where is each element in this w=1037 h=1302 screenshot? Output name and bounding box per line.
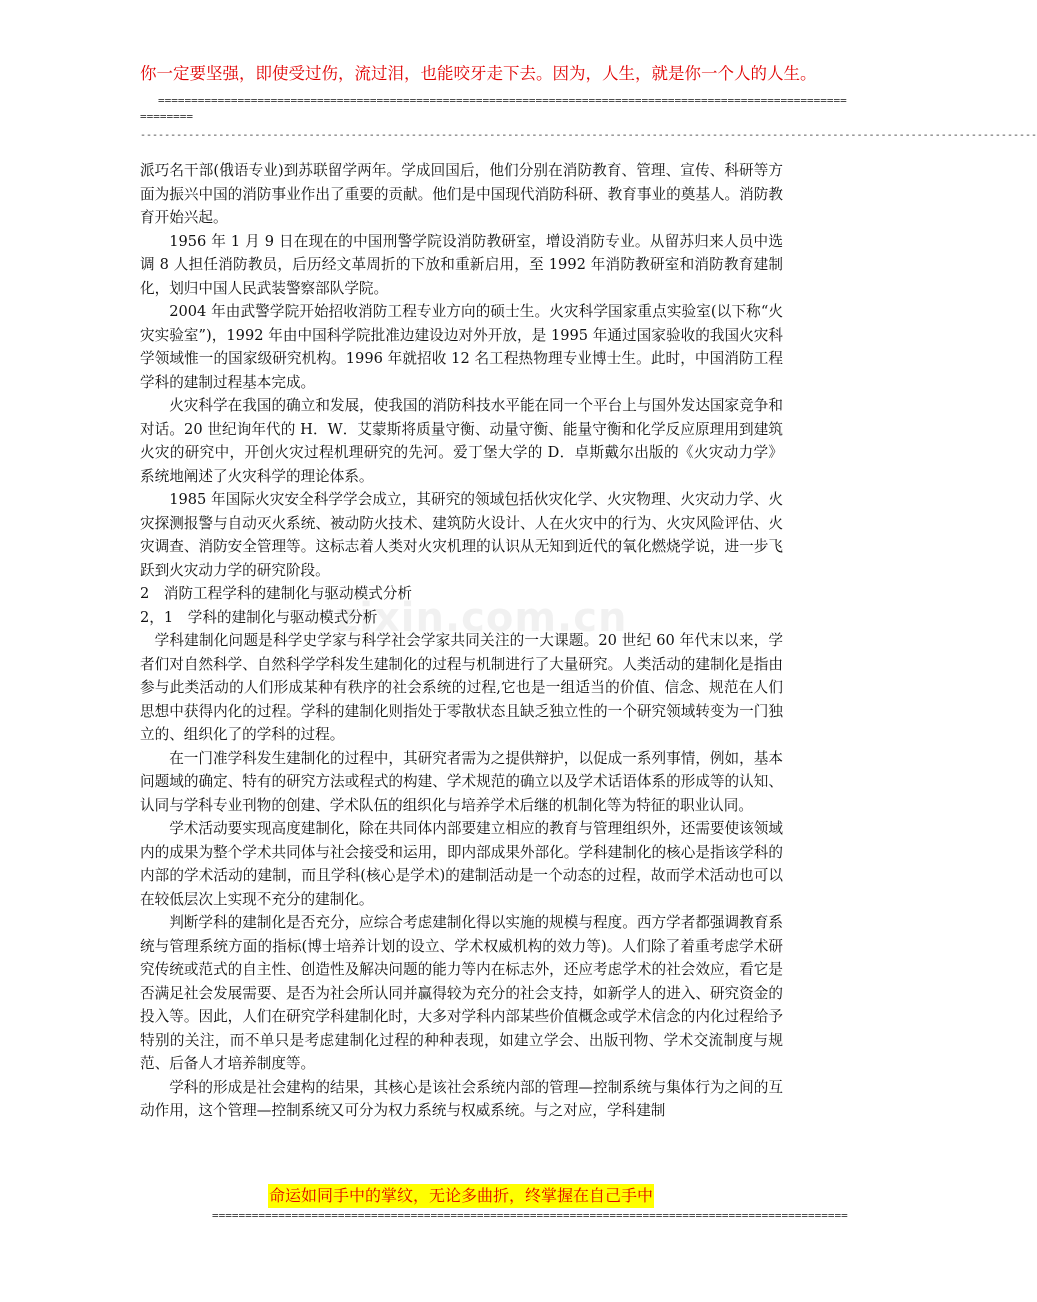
subsection-heading: 2，1 学科的建制化与驱动模式分析 <box>140 608 378 626</box>
section-heading: 2 消防工程学科的建制化与驱动模式分析 <box>140 585 412 602</box>
paragraph: 火灾科学在我国的确立和发展，使我国的消防科技水平能在同一个平台上与国外发达国家竞争和对话。20 世纪询年代的 H．W．艾蒙斯将质量守衡、动量守衡、能量守衡和化学反应原理用到建筑火灾的研究中，开创火灾过程机理研究的先河。爱丁堡大学的 D．卓斯戴尔出版的《火灾动力学》系统地阐述了火灾科学的理论体系。 <box>140 397 783 485</box>
header-rule-dashes: ----------------------------------------------------------------------------------------------------------------------------------------------------- <box>140 130 1037 141</box>
header-rule-equals-wrap: ======== <box>140 110 193 123</box>
paragraph: 1956 年 1 月 9 日在现在的中国刑警学院设消防教研室，增设消防专业。从留苏归来人员中选调 8 人担任消防教员，后历经文革周折的下放和重新启用，至 1992 年消防教研室和消防教育建制化，划归中国人民武装警察部队学院。 <box>140 232 783 297</box>
paragraph: 学科的形成是社会建构的结果，其核心是该社会系统内部的管理—控制系统与集体行为之间的互动作用，这个管理—控制系统又可分为权力系统与权威系统。与之对应，学科建制 <box>140 1078 783 1119</box>
paragraph: 在一门准学科发生建制化的过程中，其研究者需为之提供辩护，以促成一系列事情，例如，基本问题域的确定、特有的研究方法或程式的构建、学术规范的确立以及学术话语体系的形成等的认知、认同与学科专业刊物的创建、学术队伍的组织化与培养学术后继的机制化等为特征的职业认同。 <box>140 749 783 814</box>
paragraph: 学科建制化问题是科学史学家与科学社会学家共同关注的一大课题。20 世纪 60 年代末以来，学者们对自然科学、自然科学学科发生建制化的过程与机制进行了大量研究。人类活动的建制化是指由参与此类活动的人们形成某种有秩序的社会系统的过程,它也是一组适当的价值、信念、规范在人们思想中获得内化的过程。学科的建制化则指处于零散状态且缺乏独立性的一个研究领域转变为一门独立的、组织化了的学科的过程。 <box>140 632 783 743</box>
footer-rule-equals: ================================================================================================ <box>212 1209 848 1222</box>
paragraph: 学术活动要实现高度建制化，除在共同体内部要建立相应的教育与管理组织外，还需要使该领域内的成果为整个学术共同体与社会接受和运用，即内部成果外部化。学科建制化的核心是指该学科的内部的学术活动的建制，而且学科(核心是学术)的建制活动是一个动态的过程，故而学术活动也可以在较低层次上实现不充分的建制化。 <box>140 820 783 908</box>
paragraph: 派巧名干部(俄语专业)到苏联留学两年。学成回国后，他们分别在消防教育、管理、宣传、科研等方面为振兴中国的消防事业作出了重要的贡献。他们是中国现代消防科研、教育事业的奠基人。消防教育开始兴起。 <box>140 162 783 226</box>
paragraph: 2004 年由武警学院开始招收消防工程专业方向的硕士生。火灾科学国家重点实验室(以下称“火灾实验室”)，1992 年由中国科学院批准边建设边对外开放，是 1995 年通过国家验收的我国火灾科学领域惟一的国家级研究机构。1996 年就招收 12 名工程热物理专业博士生。此时，中国消防工程学科的建制过程基本完成。 <box>140 303 783 391</box>
document-body <box>140 159 783 1123</box>
paragraph: 1985 年国际火灾安全科学学会成立，其研究的领域包括伙灾化学、火灾物理、火灾动力学、火灾探测报警与自动灭火系统、被动防火技术、建筑防火设计、人在火灾中的行为、火灾风险评估、火灾调查、消防安全管理等。这标志着人类对火灾机理的认识从无知到近代的氧化燃烧学说，进一步飞跃到火灾动力学的研究阶段。 <box>140 491 783 579</box>
watermark: zixin.com.cn <box>335 595 628 641</box>
footer-motto: 命运如同手中的掌纹，无论多曲折，终掌握在自己手中 <box>268 1184 654 1208</box>
paragraph: 判断学科的建制化是否充分，应综合考虑建制化得以实施的规模与程度。西方学者都强调教育系统与管理系统方面的指标(博士培养计划的设立、学术权威机构的效力等)。人们除了着重考虑学术研究传统或范式的自主性、创造性及解决问题的能力等内在标志外，还应考虑学术的社会效应，看它是否满足社会发展需要、是否为社会所认同并赢得较为充分的社会支持，如新学人的进入、研究资金的投入等。因此，人们在研究学科建制化时，大多对学科内部某些价值概念或学术信念的内化过程给予特别的关注，而不单只是考虑建制化过程的种种表现，如建立学会、出版刊物、学术交流制度与规范、后备人才培养制度等。 <box>140 914 783 1072</box>
header-motto: 你一定要坚强，即使受过伤，流过泪，也能咬牙走下去。因为，人生，就是你一个人的人生。 <box>140 64 817 83</box>
header-rule-equals: ======================================================================================================== <box>158 94 847 107</box>
